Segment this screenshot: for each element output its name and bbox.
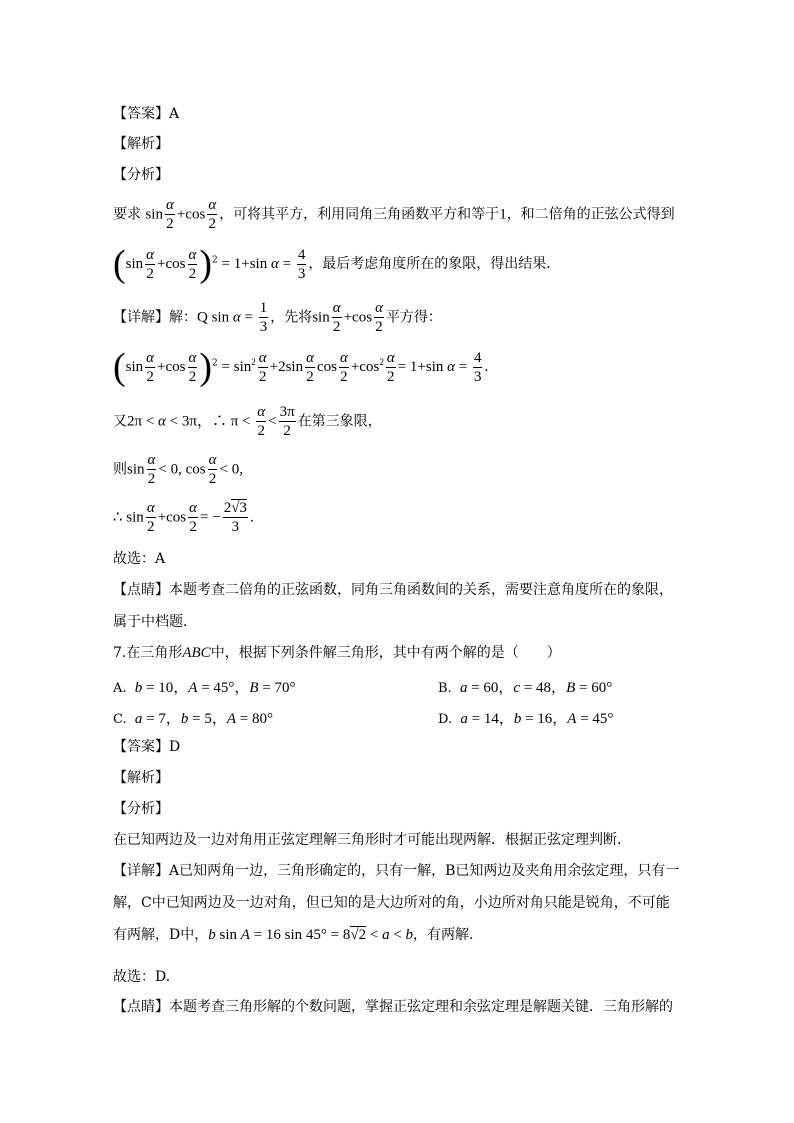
answer-label: 【答案】A [113, 106, 180, 122]
option-a: A. b = 10，A = 45°，B = 70° [113, 680, 296, 696]
option-c: C. a = 7，b = 5，A = 80° [113, 711, 273, 727]
fenxi-label-2: 【分析】 [113, 801, 169, 817]
question-7: 7.在三角形ABC中，根据下列条件解三角形，其中有两个解的是（ ） [113, 645, 561, 661]
detail-result: ∴ sin $\frac{\alpha}{2}$ +cos $\frac{\alpha}{2}$ = − $\frac{2√3}{3}$ . [113, 500, 254, 535]
fenxi-text-2: (sin $\frac{\alpha}{2}$ +cos $\frac{\alpha}{2}$ )$^2$ = 1+sin α = $\frac{4}{3}$ ，最后考虑角度所在的象限，得出结果． [113, 243, 561, 285]
fenxi-label: 【分析】 [113, 167, 169, 183]
detail-sign: 则sin $\frac{\alpha}{2}$ < 0, cos $\frac{\alpha}{2}$ < 0, [113, 452, 243, 487]
fenxi-text-1: 要求 sin $\frac{\alpha}{2}$ +cos $\frac{\alpha}{2}$ ，可将其平方，利用同角三角函数平方和等于1，和二倍角的正弦公式得到 [113, 197, 675, 232]
choice-a: 故选：A [113, 551, 166, 567]
answer-label-2: 【答案】D [113, 739, 181, 755]
analysis-label-2: 【解析】 [113, 770, 169, 786]
dianjing-2: 【点睛】本题考查三角形解的个数问题，掌握正弦定理和余弦定理是解题关键．三角形解的 [113, 999, 673, 1015]
choice-d: 故选：D. [113, 969, 171, 985]
detail-text-1: 【详解】解：Q sin α = $\frac{1}{3}$ ，先将sin $\frac{\alpha}{2}$ +cos $\frac{\alpha}{2}$ 平方得： [113, 300, 442, 335]
detail-range: 又2π < α < 3π，∴ π < $\frac{\alpha}{2}$ < $\frac{3\pi}{2}$ 在第三象限， [113, 404, 382, 439]
option-b: B. a = 60，c = 48，B = 60° [438, 680, 613, 696]
detail-text-2: 【详解】A已知两角一边，三角形确定的，只有一解，B已知两边及夹角用余弦定理，只有一解，C中已知两边及一边对角，但已知的是大边所对的角，小边所对角只能是锐角，不可能有两解，D中，b sin A = 16 sin 45° = 8√2 < a < b，有两解． [113, 863, 680, 943]
option-d: D. a = 14，b = 16，A = 45° [438, 711, 614, 727]
dianjing-1: 【点睛】本题考查二倍角的正弦函数，同角三角函数间的关系，需要注意角度所在的象限，属于中档题． [113, 582, 673, 630]
analysis-label: 【解析】 [113, 136, 169, 152]
detail-equation: (sin $\frac{\alpha}{2}$ +cos $\frac{\alpha}{2}$ )$^2 = \sin^2$ $\frac{\alpha}{2}$ +2sin $\frac{\alpha}{2}$ cos $\frac{\alpha}{2}$ $+\cos^2$ $\frac{\alpha}{2}$ = 1+sin α = $\frac{4}{3}$ . [113, 346, 489, 388]
fenxi-text-3: 在已知两边及一边对角用正弦定理解三角形时才可能出现两解．根据正弦定理判断． [113, 832, 631, 848]
